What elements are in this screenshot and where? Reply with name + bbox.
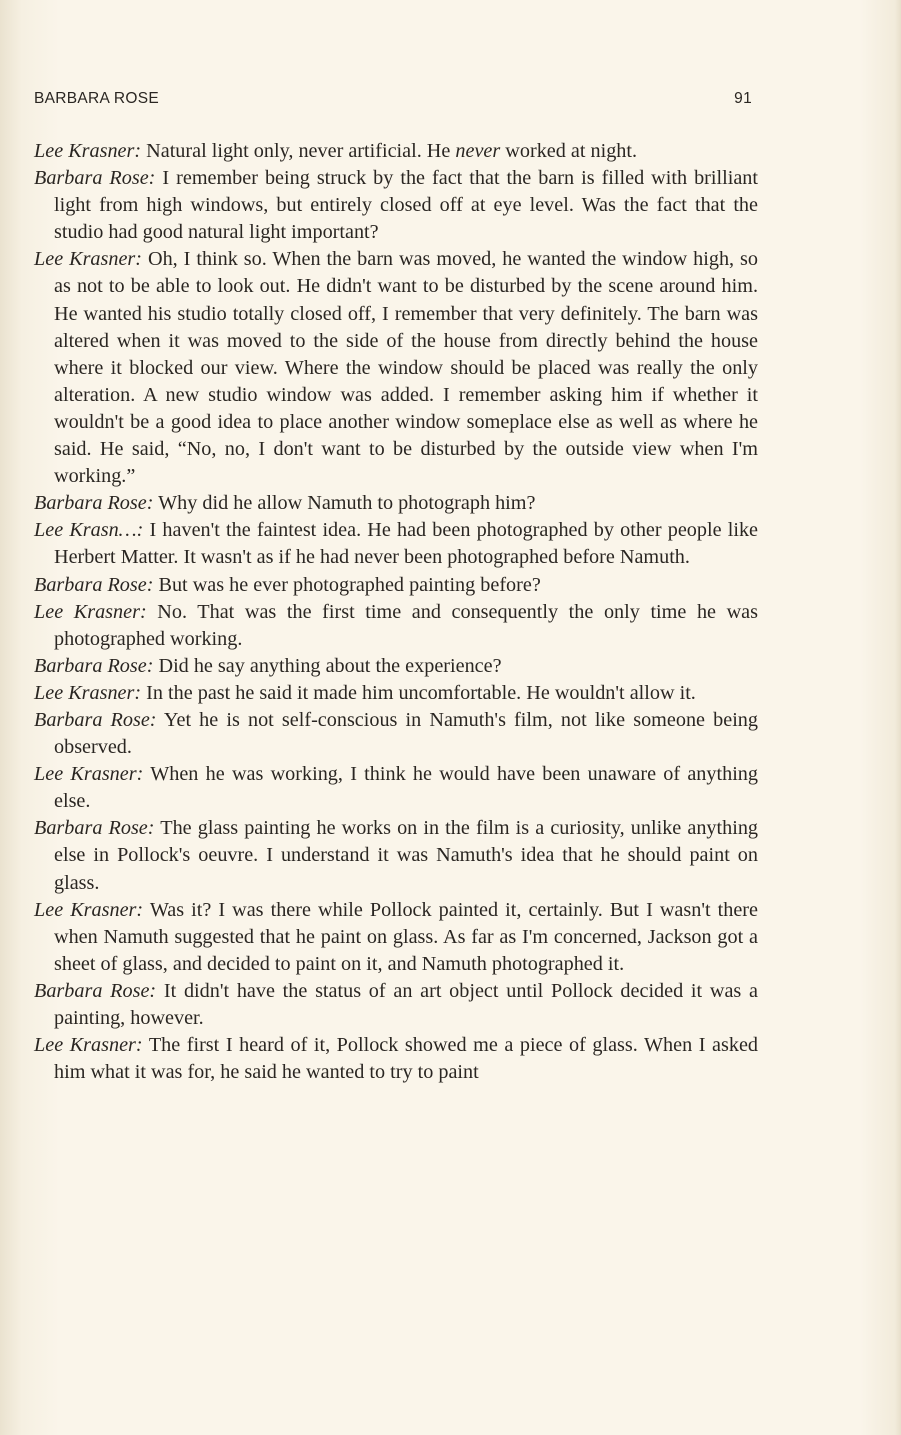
speaker-label: Barbara Rose: xyxy=(34,979,157,1002)
speaker-label: Lee Krasner: xyxy=(34,600,147,623)
dialogue-turn xyxy=(34,897,758,978)
turn-text: When he was working, I think he would have been unaware of anything else. xyxy=(54,763,758,813)
dialogue-turn xyxy=(34,517,758,571)
dialogue-turn xyxy=(34,490,758,517)
page-number: 91 xyxy=(734,90,752,107)
speaker-label: Lee Krasner: xyxy=(34,140,142,162)
speaker-label: Lee Krasner: xyxy=(34,1034,143,1057)
dialogue-turn xyxy=(34,761,758,815)
turn-text: Why did he allow Namuth to photograph him? xyxy=(158,492,536,515)
speaker-label: Lee Krasner: xyxy=(34,248,143,271)
dialogue-turn xyxy=(34,599,758,653)
turn-text: The first I heard of it, Pollock showed me a piece of glass. When I asked him what it was for, he said he wanted to try to paint xyxy=(54,1034,758,1084)
dialogue-turn xyxy=(34,707,758,761)
turn-text: Was it? I was there while Pollock painted it, certainly. But I wasn't there when Namuth suggested that he paint on glass. As far as I'm concerned, Jackson got a sheet of glass, and decided to paint on it, and Namuth photographed it. xyxy=(54,898,758,975)
turn-text: I remember being struck by the fact that the barn is filled with brilliant light from high windows, but entirely closed off at eye level. Was the fact that the studio had good natural light important? xyxy=(54,167,758,244)
turn-text: Oh, I think so. When the barn was moved, he wanted the window high, so as not to be able to look out. He didn't want to be disturbed by the scene around him. He wanted his studio totally closed off, I remember that very definitely. The barn was altered when it was moved to the side of the house from directly behind the house where it blocked our view. Where the window should be placed was really the only alteration. A new studio window was added. I remember asking him if whether it wouldn't be a good idea to place another window someplace else as well as where he said. He said, “No, no, I don't want to be disturbed by the outside view when I'm working.” xyxy=(54,248,759,488)
turn-text: worked at night. xyxy=(505,140,638,162)
speaker-label: Barbara Rose: xyxy=(34,167,156,190)
dialogue-turn xyxy=(34,138,758,165)
turn-text: Yet he is not self-conscious in Namuth's film, not like someone being observed. xyxy=(54,708,758,759)
speaker-label: Lee Krasner: xyxy=(34,763,144,786)
speaker-label: Lee Krasner: xyxy=(34,681,142,704)
dialogue-turn xyxy=(34,680,758,707)
speaker-label: Barbara Rose: xyxy=(34,492,154,515)
turn-text: Natural light only, never artificial. He xyxy=(146,140,451,162)
turn-text: In the past he said it made him uncomfortable. He wouldn't allow it. xyxy=(146,681,696,704)
dialogue-turn xyxy=(34,572,758,599)
turn-text: No. That was the first time and consequently the only time he was photographed working. xyxy=(54,600,759,650)
speaker-label: Barbara Rose: xyxy=(34,708,157,731)
interview-text xyxy=(34,138,758,1086)
speaker-label: Barbara Rose: xyxy=(34,654,154,677)
dialogue-turn xyxy=(34,246,758,490)
dialogue-turn xyxy=(34,815,758,896)
dialogue-turn xyxy=(34,1032,758,1086)
dialogue-turn xyxy=(34,165,758,246)
speaker-label: Barbara Rose: xyxy=(34,817,155,840)
speaker-label: Barbara Rose: xyxy=(34,573,154,596)
turn-text: I haven't the faintest idea. He had been photographed by other people like Herbert Matter. It wasn't as if he had never been photographed before Namuth. xyxy=(54,519,759,569)
running-head xyxy=(34,90,752,112)
dialogue-turn xyxy=(34,978,758,1032)
turn-text: But was he ever photographed painting before? xyxy=(158,573,541,596)
turn-text: The glass painting he works on in the film is a curiosity, unlike anything else in Pollock's oeuvre. I understand it was Namuth's idea that he should paint on glass. xyxy=(54,817,759,894)
speaker-label: Lee Krasn…: xyxy=(34,519,144,542)
turn-text: Did he say anything about the experience? xyxy=(158,654,502,677)
speaker-label: Lee Krasner: xyxy=(34,898,144,921)
dialogue-turn xyxy=(34,653,758,680)
turn-text: It didn't have the status of an art object until Pollock decided it was a painting, however. xyxy=(54,979,758,1029)
emphasized-word: never xyxy=(455,140,501,162)
running-head-author: BARBARA ROSE xyxy=(34,90,160,107)
